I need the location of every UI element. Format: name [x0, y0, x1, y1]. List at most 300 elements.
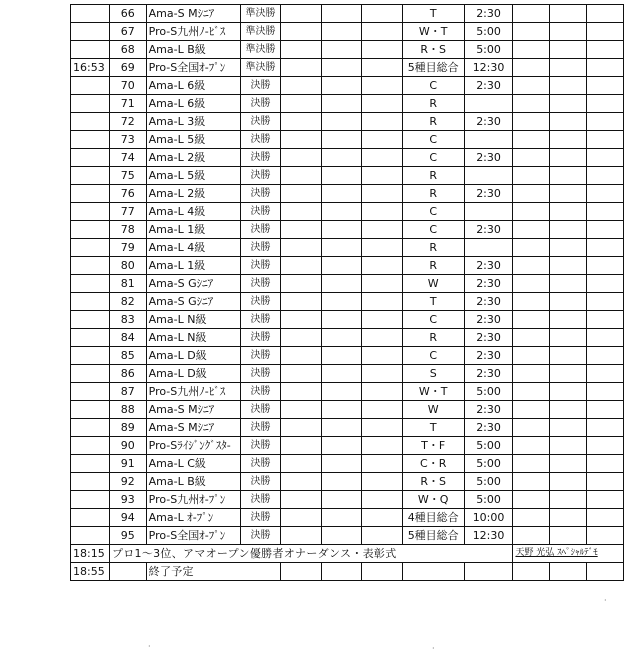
round-cell: 決勝 — [240, 77, 281, 95]
program-number-cell: 75 — [109, 167, 146, 185]
empty-cell — [513, 455, 550, 473]
empty-cell — [550, 275, 587, 293]
empty-cell — [281, 149, 321, 167]
empty-cell — [281, 113, 321, 131]
program-number-cell: 67 — [109, 23, 146, 41]
round-cell: 準決勝 — [240, 41, 281, 59]
empty-cell — [513, 95, 550, 113]
empty-cell — [513, 221, 550, 239]
empty-cell — [550, 311, 587, 329]
empty-cell — [362, 203, 402, 221]
empty-cell — [281, 527, 321, 545]
table-row — [71, 329, 624, 347]
table-row — [71, 437, 624, 455]
empty-cell — [550, 185, 587, 203]
duration-cell: 2:30 — [464, 113, 513, 131]
empty-cell — [321, 563, 361, 581]
empty-cell — [362, 167, 402, 185]
empty-cell — [587, 185, 624, 203]
program-number-cell: 94 — [109, 509, 146, 527]
class-name-cell: Pro-Sﾗｲｼﾞﾝｸﾞｽﾀ- — [146, 437, 240, 455]
empty-cell — [513, 401, 550, 419]
duration-cell: 2:30 — [464, 149, 513, 167]
empty-cell — [321, 77, 361, 95]
empty-cell — [550, 77, 587, 95]
event-cell: T — [402, 419, 464, 437]
empty-cell — [550, 239, 587, 257]
empty-cell — [513, 347, 550, 365]
round-cell: 決勝 — [240, 113, 281, 131]
scan-speck: · — [148, 642, 151, 651]
empty-cell — [587, 167, 624, 185]
start-time-cell — [71, 491, 110, 509]
duration-cell: 2:30 — [464, 311, 513, 329]
duration-cell: 2:30 — [464, 365, 513, 383]
class-name-cell: Ama-L 4級 — [146, 239, 240, 257]
event-cell: R — [402, 329, 464, 347]
program-number-cell: 73 — [109, 131, 146, 149]
empty-cell — [513, 113, 550, 131]
duration-cell: 5:00 — [464, 491, 513, 509]
empty-cell — [362, 131, 402, 149]
round-cell: 決勝 — [240, 419, 281, 437]
empty-cell — [587, 491, 624, 509]
program-number-cell: 69 — [109, 59, 146, 77]
empty-cell — [362, 59, 402, 77]
program-number-cell: 71 — [109, 95, 146, 113]
empty-cell — [281, 185, 321, 203]
event-cell: C — [402, 311, 464, 329]
start-time-cell — [71, 365, 110, 383]
event-cell: 5種目総合 — [402, 59, 464, 77]
empty-cell — [362, 455, 402, 473]
round-cell: 決勝 — [240, 131, 281, 149]
event-cell: R・S — [402, 41, 464, 59]
empty-cell — [513, 509, 550, 527]
event-cell: R・S — [402, 473, 464, 491]
start-time-cell — [71, 95, 110, 113]
empty-cell — [550, 203, 587, 221]
duration-cell: 2:30 — [464, 401, 513, 419]
empty-cell — [321, 437, 361, 455]
program-number-cell: 86 — [109, 365, 146, 383]
duration-cell — [464, 203, 513, 221]
duration-cell: 2:30 — [464, 77, 513, 95]
table-row — [71, 275, 624, 293]
event-cell: S — [402, 365, 464, 383]
table-row — [71, 347, 624, 365]
program-number-cell: 83 — [109, 311, 146, 329]
empty-cell — [513, 293, 550, 311]
ceremony-text-cell: プロ1～3位、アマオープン優勝者オナーダンス・表彰式 — [109, 545, 513, 563]
round-cell: 決勝 — [240, 527, 281, 545]
empty-cell — [281, 59, 321, 77]
program-number-cell: 93 — [109, 491, 146, 509]
empty-cell — [362, 365, 402, 383]
duration-cell: 5:00 — [464, 437, 513, 455]
empty-cell — [513, 383, 550, 401]
start-time-cell — [71, 311, 110, 329]
empty-cell — [362, 491, 402, 509]
duration-cell: 2:30 — [464, 275, 513, 293]
table-row — [71, 203, 624, 221]
start-time-cell — [71, 401, 110, 419]
empty-cell — [587, 401, 624, 419]
program-number-cell: 87 — [109, 383, 146, 401]
empty-cell — [281, 437, 321, 455]
program-number-cell: 79 — [109, 239, 146, 257]
empty-cell — [281, 95, 321, 113]
empty-cell — [321, 5, 361, 23]
empty-cell — [587, 113, 624, 131]
round-cell: 決勝 — [240, 329, 281, 347]
duration-cell: 5:00 — [464, 41, 513, 59]
duration-cell: 5:00 — [464, 23, 513, 41]
empty-cell — [321, 203, 361, 221]
empty-cell — [550, 221, 587, 239]
program-number-cell: 95 — [109, 527, 146, 545]
empty-cell — [281, 455, 321, 473]
empty-cell — [321, 131, 361, 149]
event-cell: R — [402, 185, 464, 203]
empty-cell — [321, 239, 361, 257]
round-cell: 決勝 — [240, 149, 281, 167]
duration-cell: 5:00 — [464, 383, 513, 401]
empty-cell — [513, 437, 550, 455]
table-row — [71, 5, 624, 23]
empty-cell — [281, 383, 321, 401]
program-number-cell: 66 — [109, 5, 146, 23]
table-row — [71, 257, 624, 275]
empty-cell — [587, 437, 624, 455]
empty-cell — [550, 41, 587, 59]
empty-cell — [321, 257, 361, 275]
empty-cell — [321, 95, 361, 113]
empty-cell — [550, 131, 587, 149]
scan-speck: · — [432, 644, 435, 653]
class-name-cell: Ama-L D級 — [146, 365, 240, 383]
empty-cell — [281, 23, 321, 41]
start-time-cell — [71, 239, 110, 257]
empty-cell — [281, 311, 321, 329]
empty-cell — [513, 59, 550, 77]
empty-cell — [281, 41, 321, 59]
empty-cell — [550, 329, 587, 347]
empty-cell — [550, 437, 587, 455]
table-row — [71, 149, 624, 167]
empty-cell — [281, 491, 321, 509]
start-time-cell — [71, 77, 110, 95]
class-name-cell: Ama-L B級 — [146, 41, 240, 59]
class-name-cell: Ama-S Mｼﾆｱ — [146, 401, 240, 419]
event-cell: C — [402, 203, 464, 221]
empty-cell — [513, 77, 550, 95]
empty-cell — [321, 113, 361, 131]
duration-cell: 10:00 — [464, 509, 513, 527]
program-number-cell: 72 — [109, 113, 146, 131]
class-name-cell: Ama-S Mｼﾆｱ — [146, 5, 240, 23]
class-name-cell: Pro-S九州ﾉ-ﾋﾞｽ — [146, 383, 240, 401]
start-time-cell — [71, 329, 110, 347]
empty-cell — [550, 563, 587, 581]
empty-cell — [321, 347, 361, 365]
empty-cell — [321, 167, 361, 185]
empty-cell — [402, 563, 464, 581]
empty-cell — [550, 257, 587, 275]
duration-cell: 5:00 — [464, 455, 513, 473]
empty-cell — [550, 347, 587, 365]
empty-cell — [513, 167, 550, 185]
empty-cell — [281, 509, 321, 527]
end-text-cell: 終了予定 — [146, 563, 281, 581]
table-row — [71, 239, 624, 257]
empty-cell — [362, 149, 402, 167]
class-name-cell: Pro-S九州ｵ-ﾌﾟﾝ — [146, 491, 240, 509]
class-name-cell: Ama-L 2級 — [146, 149, 240, 167]
event-cell: W — [402, 401, 464, 419]
event-cell: R — [402, 239, 464, 257]
start-time-cell — [71, 149, 110, 167]
start-time-cell — [71, 509, 110, 527]
round-cell: 決勝 — [240, 185, 281, 203]
duration-cell — [464, 239, 513, 257]
empty-cell — [362, 239, 402, 257]
round-cell: 決勝 — [240, 401, 281, 419]
round-cell: 準決勝 — [240, 59, 281, 77]
event-cell: T — [402, 293, 464, 311]
round-cell: 決勝 — [240, 311, 281, 329]
class-name-cell: Ama-L 2級 — [146, 185, 240, 203]
empty-cell — [587, 293, 624, 311]
empty-cell — [587, 203, 624, 221]
empty-cell — [513, 419, 550, 437]
table-row — [71, 311, 624, 329]
empty-cell — [362, 257, 402, 275]
empty-cell — [587, 95, 624, 113]
empty-cell — [587, 329, 624, 347]
empty-cell — [513, 239, 550, 257]
empty-cell — [321, 473, 361, 491]
empty-cell — [109, 563, 146, 581]
empty-cell — [464, 563, 513, 581]
round-cell: 決勝 — [240, 437, 281, 455]
duration-cell: 2:30 — [464, 329, 513, 347]
duration-cell — [464, 95, 513, 113]
start-time-cell — [71, 23, 110, 41]
table-row — [71, 509, 624, 527]
empty-cell — [362, 527, 402, 545]
empty-cell — [550, 383, 587, 401]
class-name-cell: Ama-L 3級 — [146, 113, 240, 131]
duration-cell — [464, 167, 513, 185]
start-time-cell — [71, 131, 110, 149]
empty-cell — [281, 167, 321, 185]
table-row — [71, 41, 624, 59]
program-number-cell: 89 — [109, 419, 146, 437]
empty-cell — [321, 221, 361, 239]
ceremony-note-cell: 天野 光弘 ｽﾍﾟｼｬﾙﾃﾞﾓ — [513, 545, 624, 563]
empty-cell — [321, 509, 361, 527]
round-cell: 準決勝 — [240, 23, 281, 41]
table-row — [71, 23, 624, 41]
class-name-cell: Ama-L 5級 — [146, 131, 240, 149]
start-time-cell — [71, 383, 110, 401]
empty-cell — [362, 77, 402, 95]
empty-cell — [550, 473, 587, 491]
program-number-cell: 90 — [109, 437, 146, 455]
empty-cell — [281, 563, 321, 581]
start-time-cell — [71, 347, 110, 365]
empty-cell — [550, 365, 587, 383]
empty-cell — [362, 401, 402, 419]
duration-cell: 2:30 — [464, 221, 513, 239]
class-name-cell: Ama-S Gｼﾆｱ — [146, 275, 240, 293]
event-cell: C — [402, 347, 464, 365]
round-cell: 決勝 — [240, 347, 281, 365]
table-row — [71, 59, 624, 77]
event-cell: C — [402, 131, 464, 149]
program-number-cell: 84 — [109, 329, 146, 347]
empty-cell — [513, 257, 550, 275]
empty-cell — [321, 401, 361, 419]
empty-cell — [513, 473, 550, 491]
start-time-cell — [71, 275, 110, 293]
empty-cell — [587, 509, 624, 527]
empty-cell — [550, 419, 587, 437]
start-time-cell — [71, 419, 110, 437]
duration-cell: 2:30 — [464, 347, 513, 365]
empty-cell — [281, 257, 321, 275]
program-number-cell: 88 — [109, 401, 146, 419]
round-cell: 決勝 — [240, 473, 281, 491]
empty-cell — [550, 95, 587, 113]
empty-cell — [321, 149, 361, 167]
empty-cell — [513, 311, 550, 329]
empty-cell — [362, 275, 402, 293]
duration-cell: 5:00 — [464, 473, 513, 491]
start-time-cell — [71, 257, 110, 275]
table-row — [71, 131, 624, 149]
empty-cell — [550, 527, 587, 545]
event-cell: R — [402, 95, 464, 113]
duration-cell: 2:30 — [464, 5, 513, 23]
start-time-cell — [71, 113, 110, 131]
table-row — [71, 113, 624, 131]
empty-cell — [281, 419, 321, 437]
round-cell: 決勝 — [240, 275, 281, 293]
empty-cell — [587, 347, 624, 365]
end-row — [71, 563, 624, 581]
class-name-cell: Ama-L N級 — [146, 329, 240, 347]
empty-cell — [513, 329, 550, 347]
program-number-cell: 92 — [109, 473, 146, 491]
event-cell: W・T — [402, 383, 464, 401]
class-name-cell: Ama-L D級 — [146, 347, 240, 365]
empty-cell — [587, 275, 624, 293]
empty-cell — [362, 509, 402, 527]
program-number-cell: 80 — [109, 257, 146, 275]
empty-cell — [281, 275, 321, 293]
duration-cell — [464, 131, 513, 149]
empty-cell — [550, 401, 587, 419]
scan-speck: · — [604, 596, 607, 605]
empty-cell — [587, 131, 624, 149]
round-cell: 決勝 — [240, 491, 281, 509]
empty-cell — [281, 5, 321, 23]
empty-cell — [513, 365, 550, 383]
empty-cell — [550, 113, 587, 131]
empty-cell — [550, 509, 587, 527]
event-cell: 5種目総合 — [402, 527, 464, 545]
class-name-cell: Ama-L C級 — [146, 455, 240, 473]
class-name-cell: Ama-L ｵ-ﾌﾟﾝ — [146, 509, 240, 527]
empty-cell — [362, 185, 402, 203]
empty-cell — [362, 95, 402, 113]
event-cell: C — [402, 221, 464, 239]
empty-cell — [321, 365, 361, 383]
empty-cell — [587, 311, 624, 329]
empty-cell — [362, 563, 402, 581]
empty-cell — [321, 275, 361, 293]
duration-cell: 2:30 — [464, 257, 513, 275]
table-row — [71, 527, 624, 545]
empty-cell — [550, 491, 587, 509]
round-cell: 決勝 — [240, 221, 281, 239]
start-time-cell — [71, 455, 110, 473]
round-cell: 決勝 — [240, 509, 281, 527]
event-cell: C — [402, 149, 464, 167]
program-number-cell: 81 — [109, 275, 146, 293]
start-time-cell: 18:55 — [71, 563, 110, 581]
empty-cell — [587, 221, 624, 239]
empty-cell — [513, 131, 550, 149]
empty-cell — [281, 365, 321, 383]
start-time-cell — [71, 167, 110, 185]
empty-cell — [550, 149, 587, 167]
table-row — [71, 455, 624, 473]
start-time-cell — [71, 221, 110, 239]
class-name-cell: Ama-L 1級 — [146, 257, 240, 275]
empty-cell — [587, 59, 624, 77]
empty-cell — [587, 473, 624, 491]
program-number-cell: 70 — [109, 77, 146, 95]
empty-cell — [362, 437, 402, 455]
start-time-cell: 18:15 — [71, 545, 110, 563]
empty-cell — [362, 23, 402, 41]
empty-cell — [362, 113, 402, 131]
empty-cell — [321, 41, 361, 59]
empty-cell — [587, 41, 624, 59]
class-name-cell: Ama-L 5級 — [146, 167, 240, 185]
empty-cell — [587, 527, 624, 545]
empty-cell — [362, 419, 402, 437]
program-number-cell: 76 — [109, 185, 146, 203]
empty-cell — [321, 491, 361, 509]
program-number-cell: 78 — [109, 221, 146, 239]
round-cell: 決勝 — [240, 257, 281, 275]
class-name-cell: Pro-S九州ﾉ-ﾋﾞｽ — [146, 23, 240, 41]
empty-cell — [587, 77, 624, 95]
empty-cell — [321, 383, 361, 401]
event-cell: R — [402, 167, 464, 185]
empty-cell — [513, 185, 550, 203]
start-time-cell — [71, 473, 110, 491]
duration-cell: 2:30 — [464, 293, 513, 311]
round-cell: 決勝 — [240, 455, 281, 473]
start-time-cell: 16:53 — [71, 59, 110, 77]
empty-cell — [587, 257, 624, 275]
program-number-cell: 68 — [109, 41, 146, 59]
